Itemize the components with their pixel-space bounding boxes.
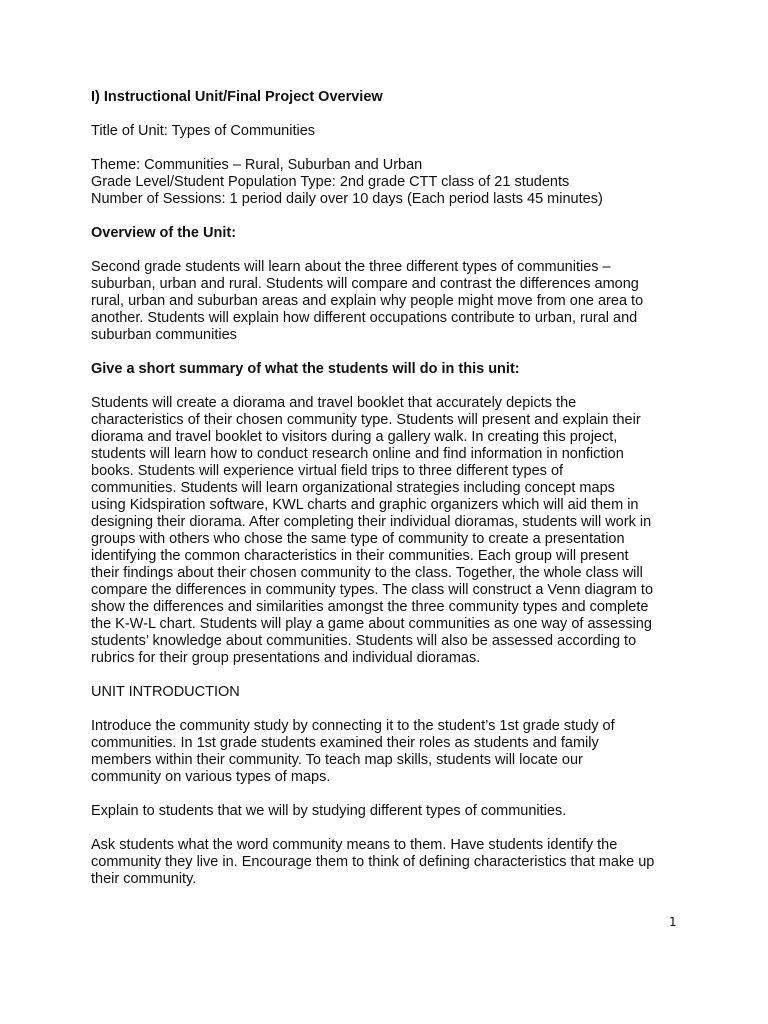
summary-paragraph [91, 395, 691, 667]
text-line: their findings about their chosen community to the class. Together, the whole class will [91, 565, 643, 581]
text-line: characteristics of their chosen community type. Students will present and explain their [91, 412, 641, 428]
document-page [91, 89, 691, 888]
text-line: community on various types of maps. [91, 769, 331, 785]
text-line: another. Students will explain how different occupations contribute to urban, rural and [91, 310, 638, 326]
intro-paragraph [91, 718, 691, 786]
text-line: compare the differences in community types. The class will construct a Venn diagram to [91, 582, 654, 598]
summary-heading: Give a short summary of what the students will do in this unit: [91, 361, 520, 377]
page-number: 1 [669, 915, 677, 929]
text-line: using Kidspiration software, KWL charts and graphic organizers which will aid them in [91, 497, 639, 513]
text-line: rural, urban and suburban areas and explain why people might move from one area to [91, 293, 644, 309]
text-line: Introduce the community study by connecting it to the student’s 1st grade study of [91, 718, 615, 734]
text-line: groups with others who chose the same type of community to create a presentation [91, 531, 625, 547]
text-line: Second grade students will learn about the three different types of communities – [91, 259, 611, 275]
unit-meta [91, 157, 691, 208]
text-line: communities. Students will learn organizational strategies including concept maps [91, 480, 615, 496]
text-line: communities. In 1st grade students examined their roles as students and family [91, 735, 599, 751]
text-line: members within their community. To teach map skills, students will locate our [91, 752, 583, 768]
text-line: students will learn how to conduct research online and find information in nonfiction [91, 446, 624, 462]
text-line: Students will create a diorama and travel booklet that accurately depicts the [91, 395, 577, 411]
text-line: books. Students will experience virtual field trips to three different types of [91, 463, 564, 479]
text-line: rubrics for their group presentations and individual dioramas. [91, 650, 481, 666]
text-line: show the differences and similarities amongst the three community types and complete [91, 599, 649, 615]
overview-paragraph [91, 259, 691, 344]
text-line: students’ knowledge about communities. Students will also be assessed according to [91, 633, 637, 649]
text-line: suburban communities [91, 327, 237, 343]
text-line: their community. [91, 871, 197, 887]
unit-title: Title of Unit: Types of Communities [91, 123, 316, 139]
text-line: identifying the common characteristics in their communities. Each group will present [91, 548, 629, 564]
section-heading: I) Instructional Unit/Final Project Overview [91, 89, 383, 105]
text-line: community they live in. Encourage them to think of defining characteristics that make up [91, 854, 655, 870]
text-line: diorama and travel booklet to visitors during a gallery walk. In creating this project, [91, 429, 618, 445]
text-line: Ask students what the word community means to them. Have students identify the [91, 837, 618, 853]
text-line: the K-W-L chart. Students will play a game about communities as one way of assessing [91, 616, 652, 632]
intro-heading: UNIT INTRODUCTION [91, 684, 240, 700]
grade-level-line: Grade Level/Student Population Type: 2nd grade CTT class of 21 students [91, 174, 570, 190]
explain-paragraph: Explain to students that we will by studying different types of communities. [91, 803, 567, 819]
sessions-line: Number of Sessions: 1 period daily over 10 days (Each period lasts 45 minutes) [91, 191, 603, 207]
text-line: designing their diorama. After completing their individual dioramas, students will work in [91, 514, 652, 530]
theme-line: Theme: Communities – Rural, Suburban and Urban [91, 157, 423, 173]
ask-paragraph [91, 837, 691, 888]
overview-heading: Overview of the Unit: [91, 225, 237, 241]
text-line: suburban, urban and rural. Students will compare and contrast the differences among [91, 276, 639, 292]
